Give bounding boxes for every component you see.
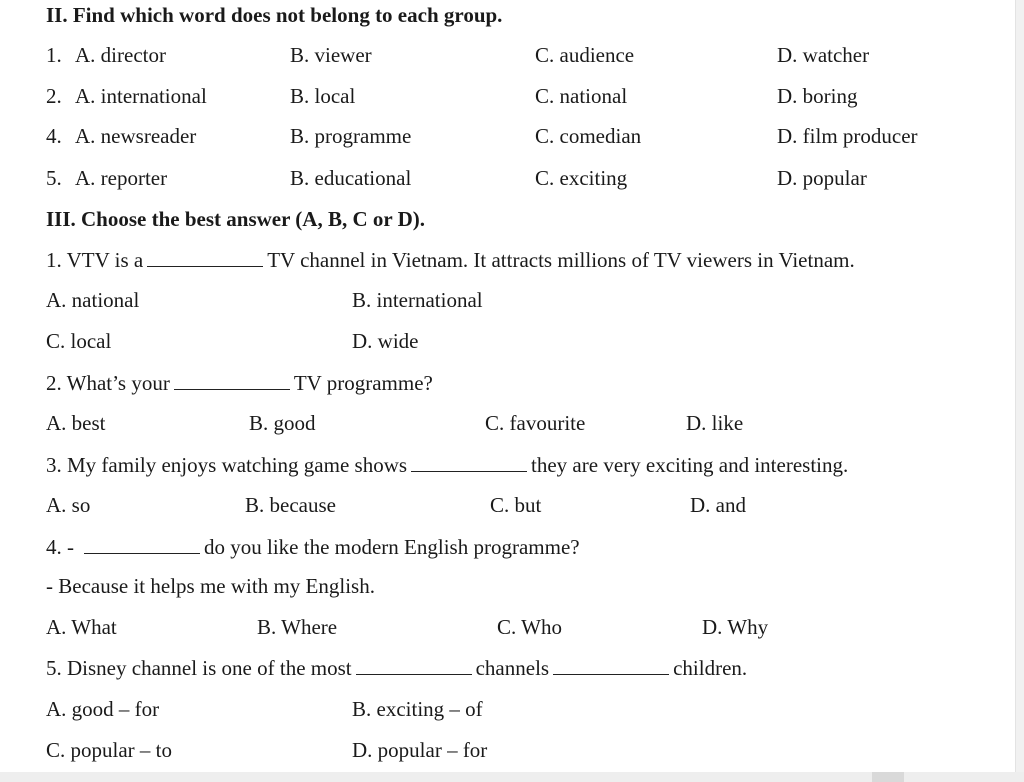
question-text xyxy=(46,367,433,398)
option-a: A. What xyxy=(46,615,117,639)
question-mid: channels xyxy=(475,656,550,680)
question-end: children. xyxy=(673,656,748,680)
question-1-options-cd xyxy=(0,326,1024,356)
scroll-thumb[interactable] xyxy=(872,772,904,782)
option-a: A. good – for xyxy=(46,697,160,721)
option-b: B. good xyxy=(249,411,316,435)
question-5 xyxy=(0,652,1024,682)
option-a: A. national xyxy=(46,288,140,312)
section-3-heading: III. Choose the best answer (A, B, C or D). xyxy=(46,207,425,231)
answer-blank xyxy=(84,531,200,554)
option-c: C. but xyxy=(490,493,542,517)
question-text xyxy=(46,244,855,275)
question-start: 3. My family enjoys watching game shows xyxy=(46,453,408,477)
option-d: D. popular xyxy=(777,166,867,190)
option-b: B. viewer xyxy=(290,43,372,67)
question-3-options xyxy=(0,490,1024,520)
answer-blank xyxy=(174,367,290,390)
section-2-heading: II. Find which word does not belong to each group. xyxy=(46,3,503,27)
question-1 xyxy=(0,244,1024,274)
viewer-bottom-edge xyxy=(0,772,1024,782)
option-b: B. because xyxy=(245,493,336,517)
option-d: D. boring xyxy=(777,84,858,108)
option-c: C. exciting xyxy=(535,166,628,190)
question-end: TV channel in Vietnam. It attracts millions of TV viewers in Vietnam. xyxy=(267,248,855,272)
question-start: 5. Disney channel is one of the most xyxy=(46,656,352,680)
question-start: 4. - xyxy=(46,535,74,559)
answer-blank-1 xyxy=(356,652,472,675)
question-2 xyxy=(0,367,1024,397)
question-text xyxy=(46,449,848,480)
option-d: D. popular – for xyxy=(352,738,488,762)
group-row-3 xyxy=(0,121,1024,151)
option-c: C. popular – to xyxy=(46,738,172,762)
group-row-1 xyxy=(0,40,1024,70)
group-row-4 xyxy=(0,163,1024,193)
option-b: B. international xyxy=(352,288,483,312)
option-d: D. watcher xyxy=(777,43,870,67)
question-start: 2. What’s your xyxy=(46,371,170,395)
option-c: C. audience xyxy=(535,43,635,67)
option-a: A. reporter xyxy=(75,166,168,190)
question-4-reply xyxy=(0,571,1024,601)
viewer-right-edge xyxy=(1015,0,1024,782)
option-a: A. international xyxy=(75,84,207,108)
question-1-options-ab xyxy=(0,285,1024,315)
option-c: C. Who xyxy=(497,615,562,639)
row-number: 1. xyxy=(46,43,62,67)
option-a: A. best xyxy=(46,411,106,435)
section-2-heading-line xyxy=(0,0,1024,30)
option-c: C. local xyxy=(46,329,112,353)
question-5-options-cd xyxy=(0,735,1024,765)
question-5-options-ab xyxy=(0,694,1024,724)
question-text xyxy=(46,652,747,683)
option-d: D. Why xyxy=(702,615,769,639)
option-a: A. newsreader xyxy=(75,124,197,148)
option-d: D. wide xyxy=(352,329,419,353)
option-b: B. Where xyxy=(257,615,338,639)
question-4-options xyxy=(0,612,1024,642)
group-row-2 xyxy=(0,81,1024,111)
question-3 xyxy=(0,449,1024,479)
answer-blank xyxy=(147,244,263,267)
row-number: 4. xyxy=(46,124,62,148)
reply-text: - Because it helps me with my English. xyxy=(46,574,375,598)
question-text xyxy=(46,531,580,562)
option-b: B. educational xyxy=(290,166,412,190)
option-c: C. comedian xyxy=(535,124,642,148)
question-2-options xyxy=(0,408,1024,438)
row-number: 5. xyxy=(46,166,62,190)
question-4 xyxy=(0,531,1024,561)
option-c: C. national xyxy=(535,84,628,108)
question-end: they are very exciting and interesting. xyxy=(531,453,849,477)
option-b: B. exciting – of xyxy=(352,697,483,721)
row-number: 2. xyxy=(46,84,62,108)
option-c: C. favourite xyxy=(485,411,586,435)
question-end: TV programme? xyxy=(293,371,433,395)
option-a: A. director xyxy=(75,43,166,67)
option-a: A. so xyxy=(46,493,91,517)
section-3-heading-line xyxy=(0,204,1024,234)
answer-blank xyxy=(411,449,527,472)
question-end: do you like the modern English programme? xyxy=(204,535,580,559)
option-d: D. film producer xyxy=(777,124,918,148)
question-start: 1. VTV is a xyxy=(46,248,144,272)
answer-blank-2 xyxy=(553,652,669,675)
option-d: D. like xyxy=(686,411,744,435)
option-b: B. programme xyxy=(290,124,412,148)
option-d: D. and xyxy=(690,493,746,517)
option-b: B. local xyxy=(290,84,356,108)
